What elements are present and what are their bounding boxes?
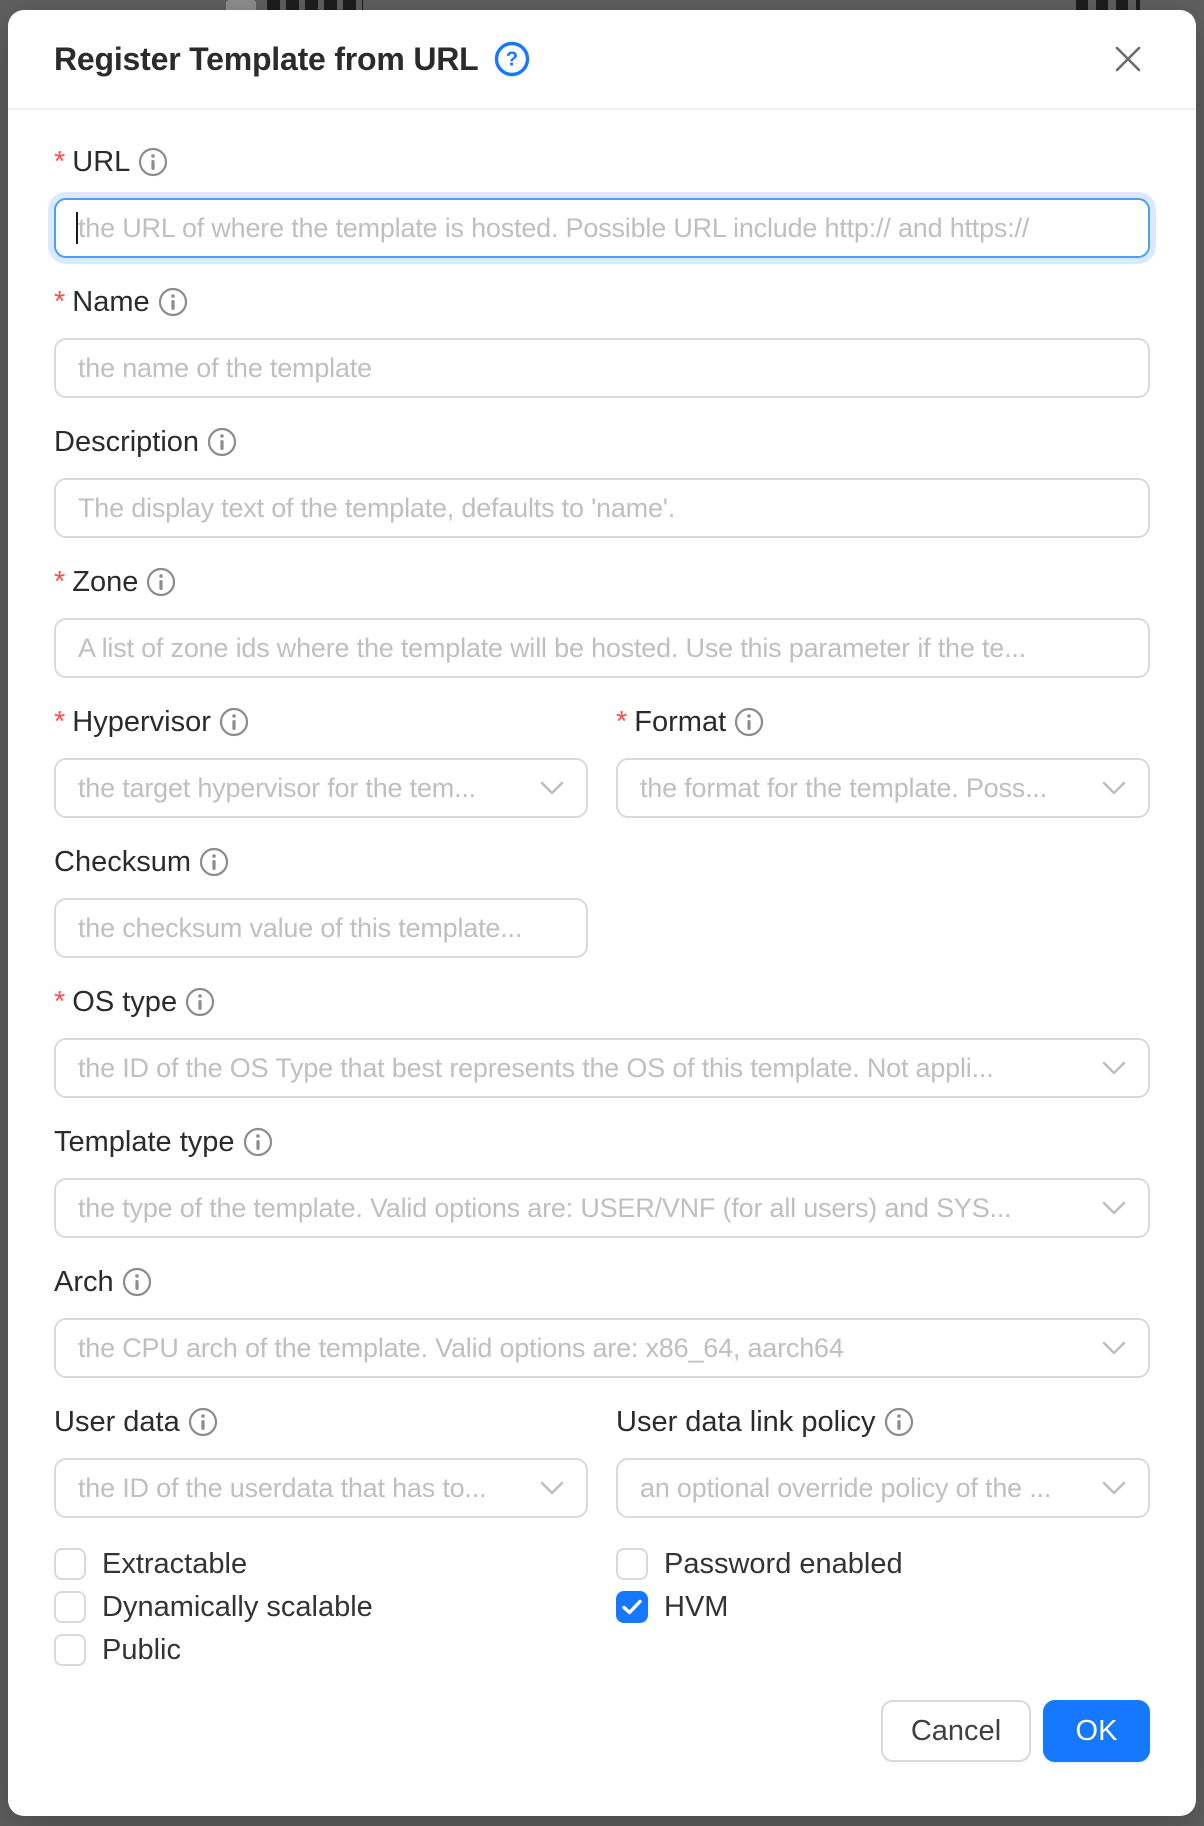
modal-title: Register Template from URL [54, 40, 479, 77]
userdatapolicy-select[interactable]: an optional override policy of the ... [616, 1458, 1150, 1518]
field-format-label: * Format [616, 706, 1150, 738]
arch-select[interactable]: the CPU arch of the template. Valid options are: x86_64, aarch64 [54, 1318, 1150, 1378]
register-template-modal [8, 10, 1196, 1816]
checkbox-public[interactable]: Public [54, 1634, 588, 1666]
required-asterisk: * [54, 566, 66, 598]
cancel-button[interactable]: Cancel [881, 1700, 1031, 1762]
chevron-down-icon [1102, 781, 1126, 795]
occluded-page-fragment [226, 0, 256, 10]
ostype-select[interactable]: the ID of the OS Type that best represents the OS of this template. Not appli... [54, 1038, 1150, 1098]
url-input[interactable] [56, 200, 1148, 256]
checkbox-group [54, 1548, 1150, 1666]
svg-text:?: ? [505, 48, 518, 71]
field-templatetype-label: Template type [54, 1126, 1150, 1158]
chevron-down-icon [1102, 1341, 1126, 1355]
checkbox-box[interactable] [54, 1591, 86, 1623]
checksum-input[interactable] [54, 898, 588, 958]
format-select[interactable]: the format for the template. Poss... [616, 758, 1150, 818]
checkbox-hvm[interactable]: HVM [616, 1591, 1150, 1623]
field-userdata-label: User data [54, 1406, 588, 1438]
userdata-select[interactable]: the ID of the userdata that has to... [54, 1458, 588, 1518]
required-asterisk: * [54, 986, 66, 1018]
zone-select[interactable]: A list of zone ids where the template will be hosted. Use this parameter if the te... [54, 618, 1150, 678]
info-icon[interactable] [199, 847, 229, 877]
info-icon[interactable] [146, 567, 176, 597]
field-description-label: Description [54, 426, 1150, 458]
info-icon[interactable] [734, 707, 764, 737]
checkbox-extractable[interactable]: Extractable [54, 1548, 588, 1580]
field-arch-label: Arch [54, 1266, 1150, 1298]
field-hypervisor-label: * Hypervisor [54, 706, 588, 738]
help-icon[interactable] [493, 40, 531, 78]
text-caret [76, 212, 78, 244]
field-zone-label: * Zone [54, 566, 1150, 598]
info-icon[interactable] [188, 1407, 218, 1437]
field-userdata [54, 1406, 588, 1518]
checkbox-box[interactable] [616, 1548, 648, 1580]
chevron-down-icon [1102, 1201, 1126, 1215]
chevron-down-icon [1102, 1061, 1126, 1075]
field-checksum [54, 846, 1150, 958]
ok-button[interactable]: OK [1043, 1700, 1150, 1762]
info-icon[interactable] [122, 1267, 152, 1297]
occluded-page-fragment [1076, 0, 1140, 10]
required-asterisk: * [54, 146, 66, 178]
modal-body [8, 110, 1196, 1804]
info-icon[interactable] [185, 987, 215, 1017]
field-ostype-label: * OS type [54, 986, 1150, 1018]
required-asterisk: * [54, 286, 66, 318]
info-icon[interactable] [138, 147, 168, 177]
field-userdatapolicy [616, 1406, 1150, 1518]
field-name-label: * Name [54, 286, 1150, 318]
modal-footer [54, 1700, 1150, 1804]
info-icon[interactable] [219, 707, 249, 737]
field-ostype [54, 986, 1150, 1098]
info-icon[interactable] [884, 1407, 914, 1437]
backdrop-overlay [0, 0, 1204, 10]
templatetype-select[interactable]: the type of the template. Valid options are: USER/VNF (for all users) and SYS... [54, 1178, 1150, 1238]
checkbox-box[interactable] [54, 1634, 86, 1666]
chevron-down-icon [1102, 1481, 1126, 1495]
field-arch [54, 1266, 1150, 1378]
hypervisor-select[interactable]: the target hypervisor for the tem... [54, 758, 588, 818]
field-name [54, 286, 1150, 398]
close-icon[interactable] [1106, 37, 1150, 81]
required-asterisk: * [616, 706, 628, 738]
chevron-down-icon [540, 1481, 564, 1495]
info-icon[interactable] [158, 287, 188, 317]
checkbox-dynamically-scalable[interactable]: Dynamically scalable [54, 1591, 588, 1623]
field-description [54, 426, 1150, 538]
name-input[interactable] [54, 338, 1150, 398]
required-asterisk: * [54, 706, 66, 738]
info-icon[interactable] [243, 1127, 273, 1157]
field-checksum-label: Checksum [54, 846, 1150, 878]
field-templatetype [54, 1126, 1150, 1238]
field-zone [54, 566, 1150, 678]
occluded-page-fragment [267, 0, 363, 10]
checkbox-password-enabled[interactable]: Password enabled [616, 1548, 1150, 1580]
url-input-wrapper [54, 198, 1150, 258]
field-url-label: * URL [54, 146, 1150, 178]
info-icon[interactable] [207, 427, 237, 457]
modal-header [8, 10, 1196, 110]
chevron-down-icon [540, 781, 564, 795]
checkbox-box[interactable] [54, 1548, 86, 1580]
checkbox-box-checked[interactable] [616, 1591, 648, 1623]
description-input[interactable] [54, 478, 1150, 538]
field-format [616, 706, 1150, 818]
field-hypervisor [54, 706, 588, 818]
field-url [54, 146, 1150, 258]
field-userdatapolicy-label: User data link policy [616, 1406, 1150, 1438]
